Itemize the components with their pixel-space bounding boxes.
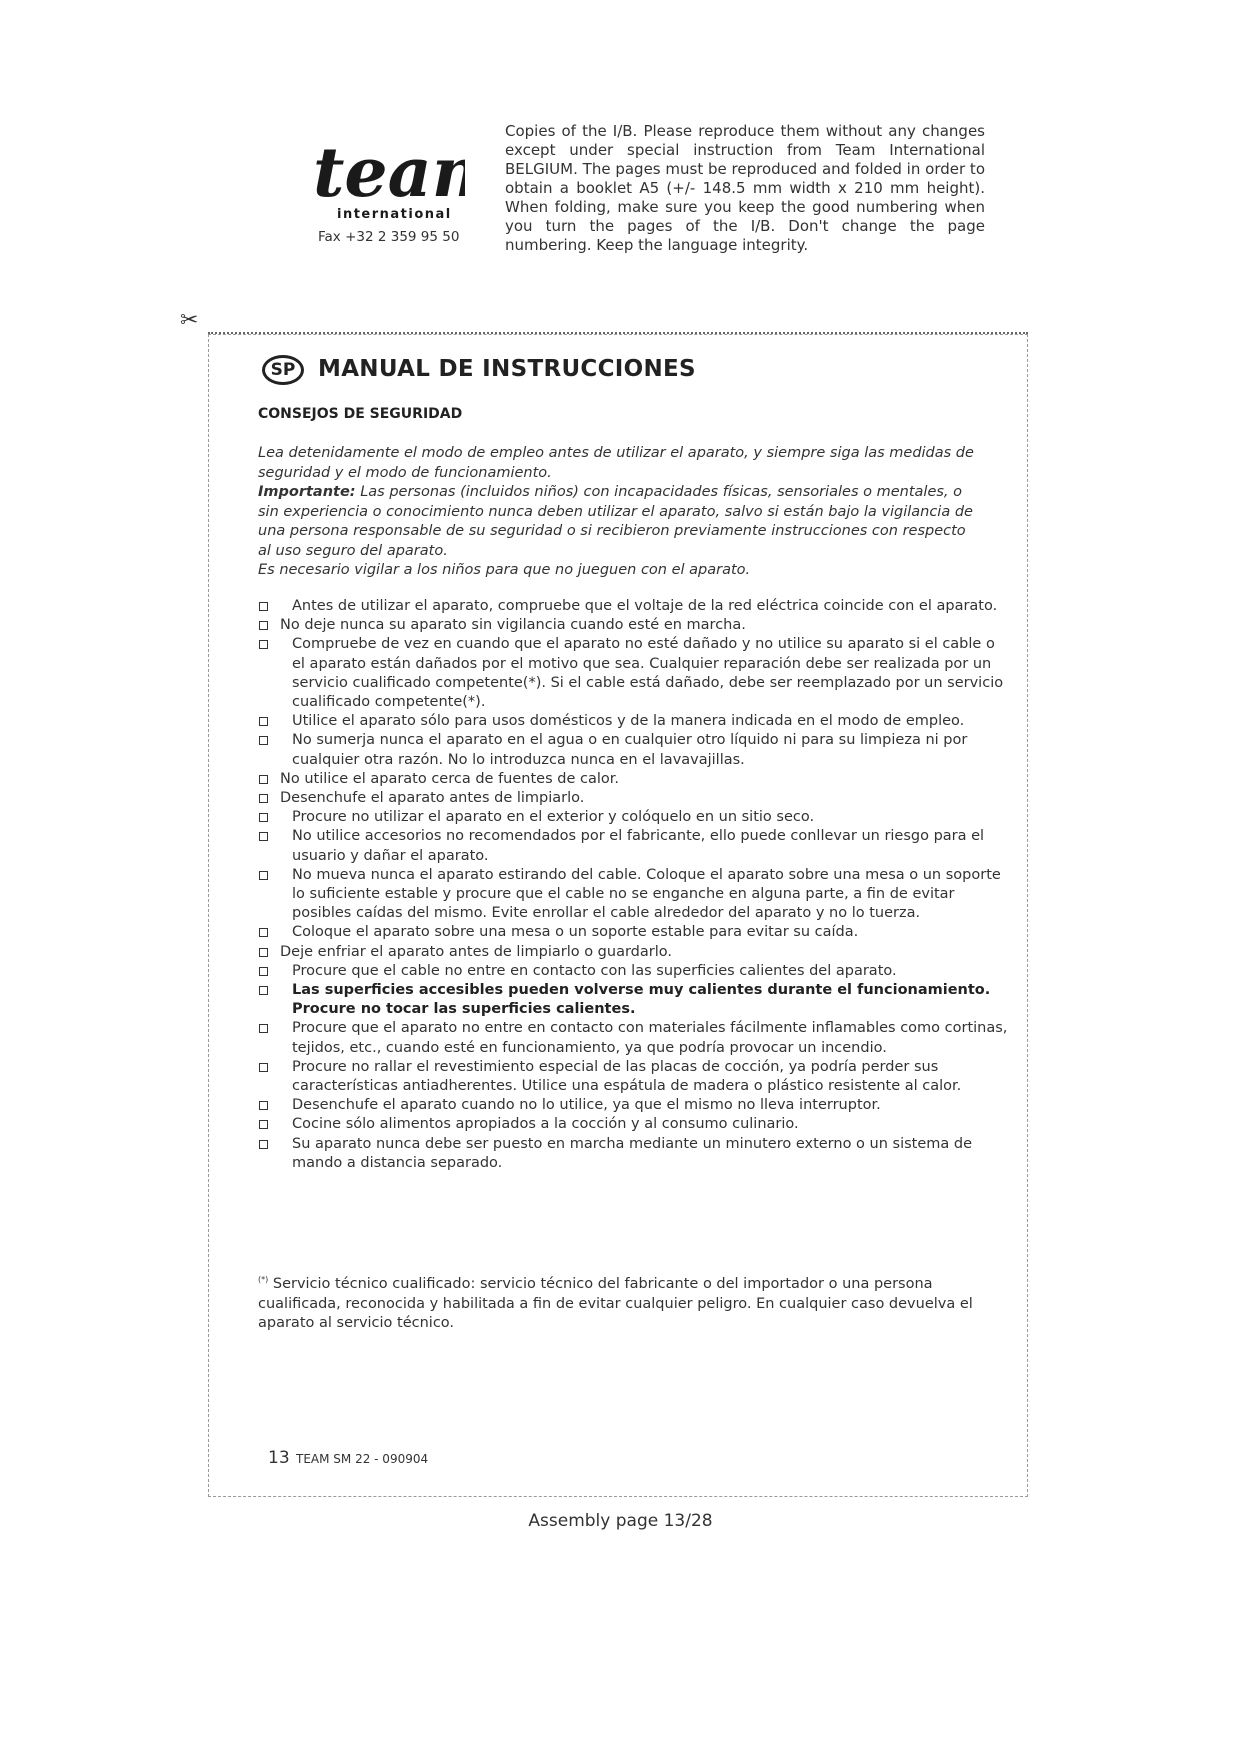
list-item: No sumerja nunca el aparato en el agua o en cualquier otro líquido ni para su limpieza ni por cualquier otra razón. No lo introduzca nunca en el lavavajillas. [258,731,1008,769]
checkbox-bullet-icon [259,602,268,611]
checkbox-bullet-icon [259,717,268,726]
logo-text: tea [313,133,432,213]
list-item: Compruebe de vez en cuando que el aparato no esté dañado y no utilice su aparato si el cable o el aparato están dañados por el motivo que sea. Cualquier reparación debe ser realizada por un servicio cualificado competente(*). Si el cable está dañado, debe ser reemplazado por un servicio cualificado competente(*). [258,635,1008,712]
scissors-icon: ✂ [180,308,199,333]
checkbox-bullet-icon [259,928,268,937]
list-item: Coloque el aparato sobre una mesa o un soporte estable para evitar su caída. [258,923,1008,942]
list-item: Cocine sólo alimentos apropiados a la cocción y al consumo culinario. [258,1115,1008,1134]
list-item: Utilice el aparato sólo para usos domésticos y de la manera indicada en el modo de empleo. [258,712,1008,731]
list-item: No mueva nunca el aparato estirando del cable. Coloque el aparato sobre una mesa o un soporte lo suficiente estable y procure que el cable no se enganche en alguna parte, a fin de evitar posibles caídas del mismo. Evite enrollar el cable alrededor del aparato y no lo tuerza. [258,866,1008,924]
checkbox-bullet-icon [259,1140,268,1149]
footnote [258,1270,993,1334]
model-code: TEAM SM 22 - 090904 [296,1452,429,1466]
list-item: Procure que el aparato no entre en contacto con materiales fácilmente inflamables como cortinas, tejidos, etc., cuando esté en funcionamiento, ya que podría provocar un incendio. [258,1019,1008,1057]
safety-list [258,597,1008,1173]
list-item: Antes de utilizar el aparato, compruebe que el voltaje de la red eléctrica coincide con el aparato. [258,597,1008,616]
footnote-text: Servicio técnico cualificado: servicio técnico del fabricante o del importador o una persona cualificada, reconocida y habilitada a fin de evitar cualquier peligro. En cualquier caso devuelva el aparato al servicio técnico. [258,1276,973,1331]
checkbox-bullet-icon [259,794,268,803]
checkbox-bullet-icon [259,640,268,649]
important-text: Las personas (incluidos niños) con incapacidades físicas, sensoriales o mentales, o sin experiencia o conocimiento nunca deben utilizar el aparato, salvo si están bajo la vigilancia de una persona responsable de su seguridad o si recibieron previamente instrucciones con respecto al uso seguro del aparato. [258,484,973,559]
list-item: Desenchufe el aparato antes de limpiarlo. [258,789,1008,808]
checkbox-bullet-icon [259,1101,268,1110]
intro-text [258,444,983,581]
reproduction-instructions: Copies of the I/B. Please reproduce them without any changes except under special instruction from Team International BELGIUM. The pages must be reproduced and folded in order to obtain a booklet A5 (+/- 148.5 mm width x 210 mm height). When folding, make sure you keep the good numbering when you turn the pages of the I/B. Don't change the page numbering. Keep the language integrity. [505,122,985,254]
important-paragraph [258,483,983,561]
checkbox-bullet-icon [259,871,268,880]
checkbox-bullet-icon [259,1120,268,1129]
checkbox-bullet-icon [259,986,268,995]
list-item: Desenchufe el aparato cuando no lo utilice, ya que el mismo no lleva interruptor. [258,1096,1008,1115]
list-item: Deje enfriar el aparato antes de limpiarlo o guardarlo. [258,943,1008,962]
list-item: No deje nunca su aparato sin vigilancia cuando esté en marcha. [258,616,1008,635]
checkbox-bullet-icon [259,736,268,745]
list-item: Procure no utilizar el aparato en el exterior y colóquelo en un sitio seco. [258,808,1008,827]
manual-title: MANUAL DE INSTRUCCIONES [318,356,696,382]
intro-paragraph-2: Es necesario vigilar a los niños para que no jueguen con el aparato. [258,562,751,578]
section-heading: CONSEJOS DE SEGURIDAD [258,406,463,422]
list-item: Las superficies accesibles pueden volverse muy calientes durante el funcionamiento. Procure no tocar las superficies calientes. [258,981,1008,1019]
footnote-mark: (*) [258,1275,269,1284]
fax-number: Fax +32 2 359 95 50 [318,229,460,245]
checkbox-bullet-icon [259,832,268,841]
language-badge: SP [262,355,304,385]
checkbox-bullet-icon [259,813,268,822]
assembly-page-label: Assembly page 13/28 [528,1511,713,1531]
team-international-logo [305,118,465,228]
checkbox-bullet-icon [259,1024,268,1033]
list-item: Su aparato nunca debe ser puesto en marcha mediante un minutero externo o un sistema de mando a distancia separado. [258,1135,1008,1173]
checkbox-bullet-icon [259,948,268,957]
checkbox-bullet-icon [259,967,268,976]
list-item: Procure que el cable no entre en contacto con las superficies calientes del aparato. [258,962,1008,981]
important-label: Importante: [258,484,356,500]
checkbox-bullet-icon [259,621,268,630]
list-item: No utilice el aparato cerca de fuentes de calor. [258,770,1008,789]
logo-subtext: international [337,207,452,222]
list-item: Procure no rallar el revestimiento especial de las placas de cocción, ya podría perder sus características antiadherentes. Utilice una espátula de madera o plástico resistente al calor. [258,1058,1008,1096]
checkbox-bullet-icon [259,775,268,784]
list-item: No utilice accesorios no recomendados por el fabricante, ello puede conllevar un riesgo para el usuario y dañar el aparato. [258,827,1008,865]
checkbox-bullet-icon [259,1063,268,1072]
page-number: 13 [268,1448,290,1468]
intro-paragraph-1: Lea detenidamente el modo de empleo antes de utilizar el aparato, y siempre siga las medidas de seguridad y el modo de funcionamiento. [258,445,974,481]
